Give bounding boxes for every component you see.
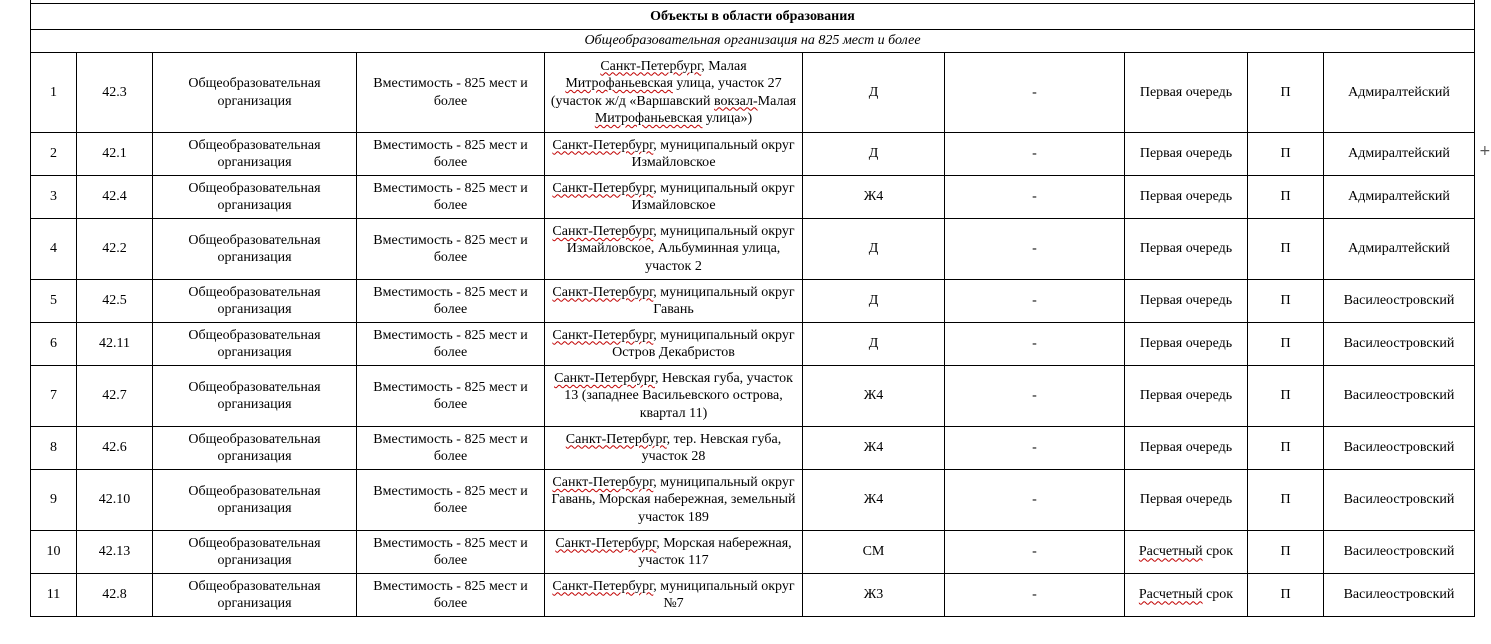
table-row xyxy=(31,133,1475,176)
objects-table xyxy=(30,52,1475,617)
object-code: 42.5 xyxy=(77,280,153,323)
table-row xyxy=(31,427,1475,470)
spellcheck-word: Санкт-Петербург xyxy=(552,284,654,300)
zone-code: Д xyxy=(803,219,945,280)
object-name: Общеобразовательная организация xyxy=(153,366,357,427)
spellcheck-word: Митрофаньевская xyxy=(565,76,673,91)
spellcheck-word: Санкт-Петербург xyxy=(552,180,654,196)
extra-value: - xyxy=(945,531,1125,574)
zone-code: СМ xyxy=(803,531,945,574)
spellcheck-word: Санкт-Петербург xyxy=(554,370,655,386)
object-name: Общеобразовательная организация xyxy=(153,531,357,574)
district-name: Адмиралтейский xyxy=(1324,133,1475,176)
object-capacity: Вместимость - 825 мест и более xyxy=(357,280,545,323)
district-name: Василеостровский xyxy=(1324,427,1475,470)
district-name: Василеостровский xyxy=(1324,574,1475,617)
object-address: Санкт-Петербург, муниципальный округ Измайловское xyxy=(545,133,803,176)
zone-code: Д xyxy=(803,323,945,366)
table-row xyxy=(31,574,1475,617)
object-type: П xyxy=(1248,470,1324,531)
extra-value: - xyxy=(945,280,1125,323)
object-code: 42.3 xyxy=(77,53,153,133)
spellcheck-word: Митрофаньевская xyxy=(594,111,703,126)
object-code: 42.13 xyxy=(77,531,153,574)
extra-value: - xyxy=(945,427,1125,470)
spellcheck-word: Санкт-Петербург xyxy=(552,137,654,153)
object-type: П xyxy=(1248,531,1324,574)
subsection-title: Общеобразовательная организация на 825 мест и более xyxy=(30,29,1475,53)
implementation-stage: Первая очередь xyxy=(1125,427,1248,470)
row-number: 11 xyxy=(31,574,77,617)
object-capacity: Вместимость - 825 мест и более xyxy=(357,574,545,617)
table-row xyxy=(31,176,1475,219)
object-type: П xyxy=(1248,280,1324,323)
row-number: 2 xyxy=(31,133,77,176)
row-number: 7 xyxy=(31,366,77,427)
district-name: Адмиралтейский xyxy=(1324,176,1475,219)
spellcheck-word: Санкт-Петербург xyxy=(552,327,654,343)
object-code: 42.10 xyxy=(77,470,153,531)
object-name: Общеобразовательная организация xyxy=(153,470,357,531)
row-number: 3 xyxy=(31,176,77,219)
object-name: Общеобразовательная организация xyxy=(153,427,357,470)
object-type: П xyxy=(1248,323,1324,366)
extra-value: - xyxy=(945,470,1125,531)
object-name: Общеобразовательная организация xyxy=(153,133,357,176)
row-number: 9 xyxy=(31,470,77,531)
object-capacity: Вместимость - 825 мест и более xyxy=(357,366,545,427)
spellcheck-word: Санкт-Петербург xyxy=(600,58,702,74)
zone-code: Ж4 xyxy=(803,470,945,531)
table-row xyxy=(31,531,1475,574)
object-type: П xyxy=(1248,366,1324,427)
table-row xyxy=(31,219,1475,280)
object-code: 42.6 xyxy=(77,427,153,470)
implementation-stage: Первая очередь xyxy=(1125,280,1248,323)
object-address: Санкт-Петербург, муниципальный округ Гавань, Морская набережная, земельный участок 189 xyxy=(545,470,803,531)
object-code: 42.8 xyxy=(77,574,153,617)
row-number: 8 xyxy=(31,427,77,470)
object-address: Санкт-Петербург, муниципальный округ Гавань xyxy=(545,280,803,323)
extra-value: - xyxy=(945,366,1125,427)
object-type: П xyxy=(1248,53,1324,133)
object-address: Санкт-Петербург, муниципальный округ Остров Декабристов xyxy=(545,323,803,366)
spellcheck-word: Санкт-Петербург xyxy=(552,578,654,594)
object-code: 42.1 xyxy=(77,133,153,176)
implementation-stage: Первая очередь xyxy=(1125,133,1248,176)
zone-code: Д xyxy=(803,280,945,323)
object-capacity: Вместимость - 825 мест и более xyxy=(357,531,545,574)
object-address: Санкт-Петербург, муниципальный округ Измайловское xyxy=(545,176,803,219)
object-capacity: Вместимость - 825 мест и более xyxy=(357,427,545,470)
zone-code: Д xyxy=(803,133,945,176)
zone-code: Ж4 xyxy=(803,427,945,470)
object-capacity: Вместимость - 825 мест и более xyxy=(357,53,545,133)
spellcheck-word: вокзал- xyxy=(714,93,758,109)
object-capacity: Вместимость - 825 мест и более xyxy=(357,176,545,219)
table-row xyxy=(31,323,1475,366)
row-number: 6 xyxy=(31,323,77,366)
extra-value: - xyxy=(945,574,1125,617)
object-type: П xyxy=(1248,427,1324,470)
object-code: 42.11 xyxy=(77,323,153,366)
table-row xyxy=(31,366,1475,427)
district-name: Адмиралтейский xyxy=(1324,53,1475,133)
district-name: Адмиралтейский xyxy=(1324,219,1475,280)
zone-code: Ж4 xyxy=(803,366,945,427)
spellcheck-word: Санкт-Петербург xyxy=(552,474,654,490)
extra-value: - xyxy=(945,176,1125,219)
table-row xyxy=(31,470,1475,531)
row-number: 10 xyxy=(31,531,77,574)
object-type: П xyxy=(1248,574,1324,617)
table-row xyxy=(31,280,1475,323)
row-number: 5 xyxy=(31,280,77,323)
object-code: 42.2 xyxy=(77,219,153,280)
object-name: Общеобразовательная организация xyxy=(153,280,357,323)
object-capacity: Вместимость - 825 мест и более xyxy=(357,219,545,280)
spellcheck-word: Расчетный xyxy=(1138,587,1203,603)
object-capacity: Вместимость - 825 мест и более xyxy=(357,323,545,366)
zone-code: Ж4 xyxy=(803,176,945,219)
implementation-stage: Расчетный срок xyxy=(1125,531,1248,574)
implementation-stage: Первая очередь xyxy=(1125,176,1248,219)
object-address: Санкт-Петербург, Морская набережная, участок 117 xyxy=(545,531,803,574)
spellcheck-word: Санкт-Петербург xyxy=(565,431,667,447)
object-name: Общеобразовательная организация xyxy=(153,574,357,617)
extra-value: - xyxy=(945,133,1125,176)
district-name: Василеостровский xyxy=(1324,323,1475,366)
implementation-stage: Расчетный срок xyxy=(1125,574,1248,617)
object-type: П xyxy=(1248,219,1324,280)
object-address: Санкт-Петербург, тер. Невская губа, участок 28 xyxy=(545,427,803,470)
row-number: 4 xyxy=(31,219,77,280)
object-name: Общеобразовательная организация xyxy=(153,323,357,366)
section-title: Объекты в области образования xyxy=(30,3,1475,30)
table-row xyxy=(31,53,1475,133)
object-address: Санкт-Петербург, Малая Митрофаньевская улица, участок 27 (участок ж/д «Варшавский вокзал-Малая Митрофаньевская улица») xyxy=(545,53,803,133)
implementation-stage: Первая очередь xyxy=(1125,470,1248,531)
object-name: Общеобразовательная организация xyxy=(153,219,357,280)
object-type: П xyxy=(1248,133,1324,176)
district-name: Василеостровский xyxy=(1324,531,1475,574)
object-name: Общеобразовательная организация xyxy=(153,53,357,133)
object-address: Санкт-Петербург, Невская губа, участок 13 (западнее Васильевского острова, квартал 11) xyxy=(545,366,803,427)
district-name: Василеостровский xyxy=(1324,366,1475,427)
district-name: Василеостровский xyxy=(1324,280,1475,323)
object-type: П xyxy=(1248,176,1324,219)
object-capacity: Вместимость - 825 мест и более xyxy=(357,470,545,531)
add-row-icon[interactable]: + xyxy=(1479,143,1491,159)
object-address: Санкт-Петербург, муниципальный округ №7 xyxy=(545,574,803,617)
district-name: Василеостровский xyxy=(1324,470,1475,531)
spellcheck-word: Санкт-Петербург xyxy=(555,535,657,551)
object-code: 42.7 xyxy=(77,366,153,427)
object-code: 42.4 xyxy=(77,176,153,219)
object-address: Санкт-Петербург, муниципальный округ Измайловское, Альбуминная улица, участок 2 xyxy=(545,219,803,280)
extra-value: - xyxy=(945,53,1125,133)
object-name: Общеобразовательная организация xyxy=(153,176,357,219)
extra-value: - xyxy=(945,219,1125,280)
extra-value: - xyxy=(945,323,1125,366)
row-number: 1 xyxy=(31,53,77,133)
implementation-stage: Первая очередь xyxy=(1125,53,1248,133)
implementation-stage: Первая очередь xyxy=(1125,323,1248,366)
zone-code: Д xyxy=(803,53,945,133)
zone-code: Ж3 xyxy=(803,574,945,617)
implementation-stage: Первая очередь xyxy=(1125,219,1248,280)
spellcheck-word: Санкт-Петербург xyxy=(552,223,654,239)
implementation-stage: Первая очередь xyxy=(1125,366,1248,427)
spellcheck-word: Расчетный xyxy=(1138,544,1203,560)
object-capacity: Вместимость - 825 мест и более xyxy=(357,133,545,176)
